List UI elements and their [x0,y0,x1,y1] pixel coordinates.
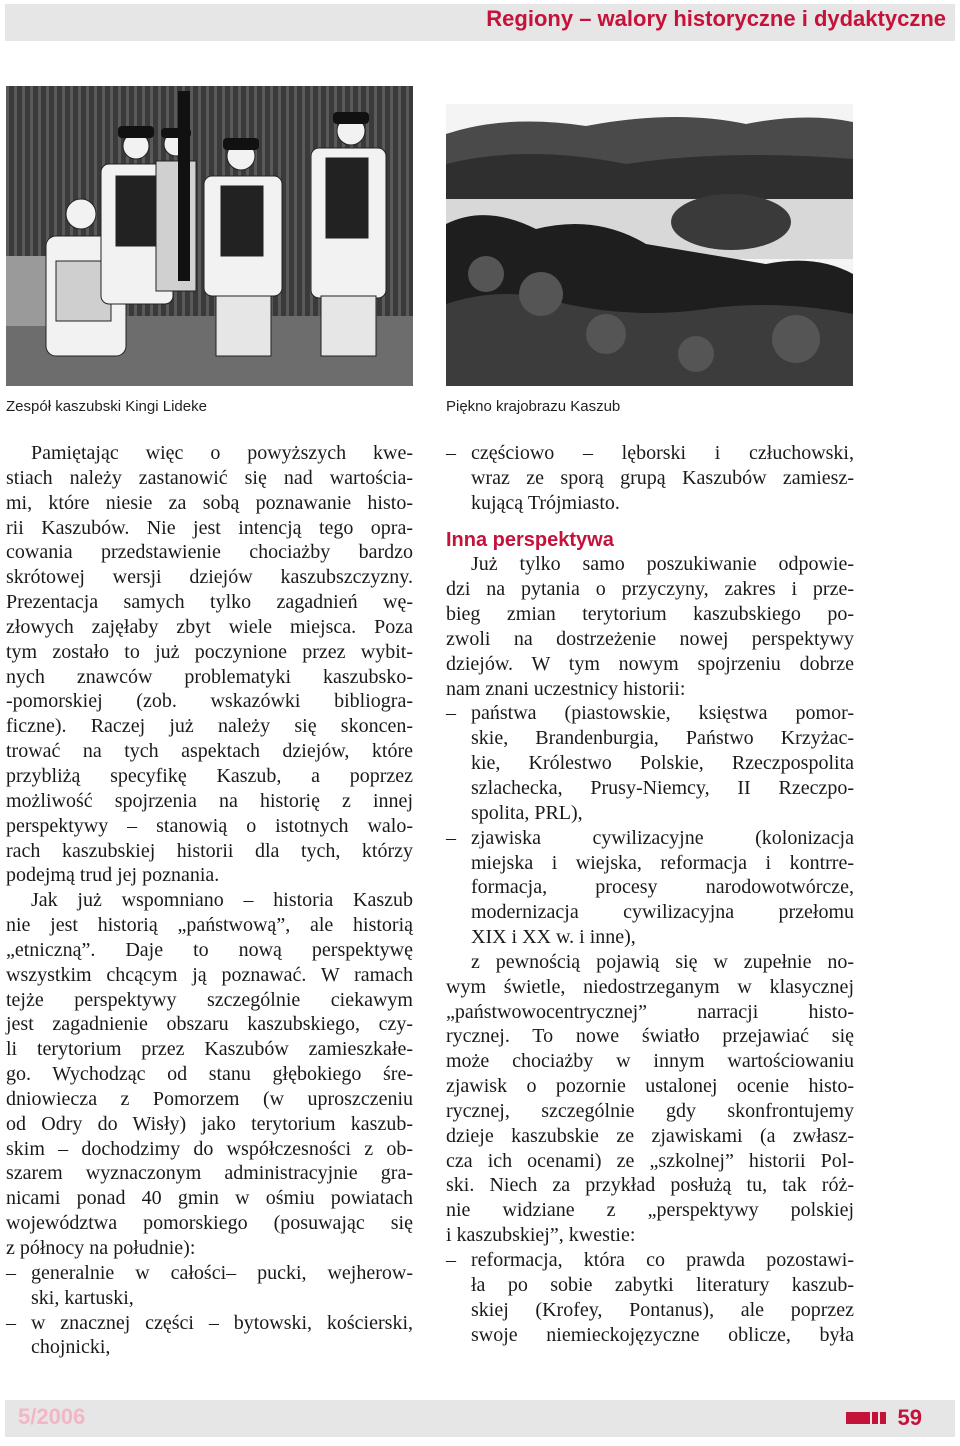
text-line: w znacznej części – bytowski, kościerski, [31,1311,413,1334]
section-heading: Inna perspektywa [446,528,614,551]
text-line: dzi na pytania o przyczyny, zakres i prze- [446,578,854,601]
text-line: generalnie w całości– pucki, wejherow- [31,1261,413,1284]
list-item [6,1261,413,1311]
photo-caption-right: Piękno krajobrazu Kaszub [446,398,621,415]
text-line: jest zagadnienie obszaru kaszubskiego, czy- [6,1013,413,1036]
list-item [446,701,854,825]
list-item [446,441,854,516]
text-line: zwoli na dostrzeżenie nowej perspektywy [446,627,854,650]
footer-mark-block [872,1412,878,1424]
list-dash: – [446,826,456,849]
text-line: Pamiętając więc o powyższych kwe- [31,442,413,464]
text-line: rii Kaszubów. Nie jest intencją tego opra- [6,516,413,539]
text-line: skie, Brandenburgia, Państwo Krzyżac- [471,727,854,750]
text-line: wszystkim chcącym ją poznawać. W ramach [6,963,413,986]
text-line: szarem wyznaczonym administracyjnie gra- [6,1162,413,1185]
text-line: szlachecka, Prusy-Niemcy, II Rzeczpo- [471,776,854,799]
text-line: nie jest historią „państwową”, ale historią [6,914,413,937]
text-line: li terytorium przez Kaszubów zamieszkałe- [6,1038,413,1061]
text-line: trować na tych aspektach dziejów, które [6,740,413,763]
text-line: województwa pomorskiego (posuwając się [6,1212,413,1235]
text-line: Prezentacja samych tylko zagadnień wę- [6,591,413,614]
list-dash: – [446,1249,456,1271]
list-dash: – [446,702,456,725]
text-line: miejska i wiejska, reformacja i kontrre- [471,851,854,874]
text-line: skim – dochodzimy do współczesności z ob- [6,1137,413,1160]
text-line: cowania przedstawienie chociażby bardzo [6,541,413,564]
text-line: „państwowocentrycznej” narracji histo- [446,1000,854,1023]
text-line: -pomorskiej (zob. wskazówki bibliogra- [6,690,413,713]
text-line: „etniczną”. Daje to nową perspektywę [6,938,413,961]
text-line: bieg zmian terytorium kaszubskiego po- [446,603,854,626]
text-line: Już tylko samo poszukiwanie odpowie- [471,553,854,576]
text-line: kującą Trójmiasto. [471,491,620,514]
text-line: z północy na południe): [6,1237,196,1259]
text-line: od Odry do Wisły) jako terytorium kaszub- [6,1112,413,1135]
text-line: może chociażby w innym wartościowaniu [446,1050,854,1073]
list-item [446,826,854,950]
text-line: możliwość spojrzenia na historię z innej [6,789,413,812]
text-line: państwa (piastowskie, księstwa pomor- [471,702,854,725]
footer-bar [5,1400,955,1437]
text-line: zjawisk o pozornie ustalonej ocenie histo- [446,1075,854,1098]
list-item [6,1311,413,1361]
text-line: ła po sobie zabytki literatury kaszub- [471,1273,854,1296]
text-line: częściowo – lęborski i człuchowski, [471,442,854,464]
text-line: dniowiecza z Pomorzem (w uproszczeniu [6,1087,413,1110]
text-line: XIX i XX w. i inne), [471,926,636,949]
text-line: podejmą trud jej poznania. [6,864,220,887]
text-line: złowych zajęłaby zbyt wiele miejsca. Poza [6,615,413,638]
text-line: nam znani uczestnicy historii: [446,677,686,700]
text-line: rycznej, szczególnie gdy skonfrontujemy [446,1099,854,1122]
text-line: skiej (Krofey, Pontanus), ale poprzez [471,1298,854,1321]
page-number: 59 [897,1405,922,1430]
footer-mark-block [880,1412,886,1424]
list-dash: – [6,1261,16,1284]
text-line: swoje niemieckojęzyczne oblicze, była [471,1323,854,1346]
text-line: wym świetle, niedostrzeganym w klasycznej [446,975,854,998]
photo-folk-band [6,86,413,386]
photo-kashubian-landscape [446,104,853,386]
text-line: i kaszubskiej”, kwestie: [446,1224,636,1247]
text-line: cza ich ocenami) ze „szkolnej” historii Pol- [446,1149,854,1172]
text-line: rycznej. To nowe światło przejawiać się [446,1025,854,1048]
text-line: stiach należy zastanowić się nad wartościa- [6,466,413,489]
text-line: nych znawców problematyki kaszubsko- [6,665,413,688]
text-line: perspektywy – stanowią o istotnych walo- [6,814,413,837]
text-line: tym zostało to już poczynione przez wybit- [6,640,413,663]
text-line: ski, kartuski, [31,1286,134,1309]
text-line: rach kaszubskiej historii dla tych, którzy [6,839,413,862]
text-line: wraz ze sporą grupą Kaszubów zamiesz- [471,466,854,489]
text-line: z pewnością pojawią się w zupełnie no- [471,950,854,973]
list-dash: – [446,442,456,464]
list-dash: – [6,1311,16,1334]
text-line: przybliżą specyfikę Kaszub, a poprzez [6,764,413,787]
issue-number: 5/2006 [18,1404,86,1429]
right-text-column [446,441,854,1347]
text-line: modernizacja cywilizacyjna przełomu [471,901,854,924]
list-item [446,1248,854,1347]
text-line: ski. Niech za przykład posłużą tu, tak róż- [446,1174,854,1197]
text-line: formacja, procesy narodowotwórcze, [471,876,854,899]
text-line: ficzne). Raczej już należy się skoncen- [6,715,413,738]
text-line: nie widziane z „perspektywy polskiej [446,1199,854,1222]
text-line: mi, które niesie za sobą poznawanie histo- [6,491,413,514]
text-line: Jak już wspomniano – historia Kaszub [31,889,413,912]
footer-mark-block [846,1412,870,1424]
text-line: spolita, PRL), [471,801,583,824]
text-line: dziejów. W tym nowym spojrzeniu dobrze [446,652,854,675]
text-line: reformacja, która co prawda pozostawi- [471,1249,854,1271]
left-text-column [6,441,413,1360]
running-header-title: Regiony – walory historyczne i dydaktyczne [486,6,946,31]
text-line: dzieje kaszubskie ze zjawiskami (a zwłasz- [446,1124,854,1147]
text-line: kie, Królestwo Polskie, Rzeczpospolita [471,752,854,775]
text-line: go. Wychodząc od stanu głębokiego śre- [6,1063,413,1086]
text-line: zjawiska cywilizacyjne (kolonizacja [471,826,854,849]
photo-caption-left: Zespół kaszubski Kingi Lideke [6,398,207,415]
text-line: tejże perspektywy szczególnie ciekawym [6,988,413,1011]
text-line: nicami ponad 40 gmin w ośmiu powiatach [6,1187,413,1210]
text-line: chojnicki, [31,1336,111,1359]
text-line: skrótowej wersji dziejów kaszubszczyzny. [6,566,413,589]
